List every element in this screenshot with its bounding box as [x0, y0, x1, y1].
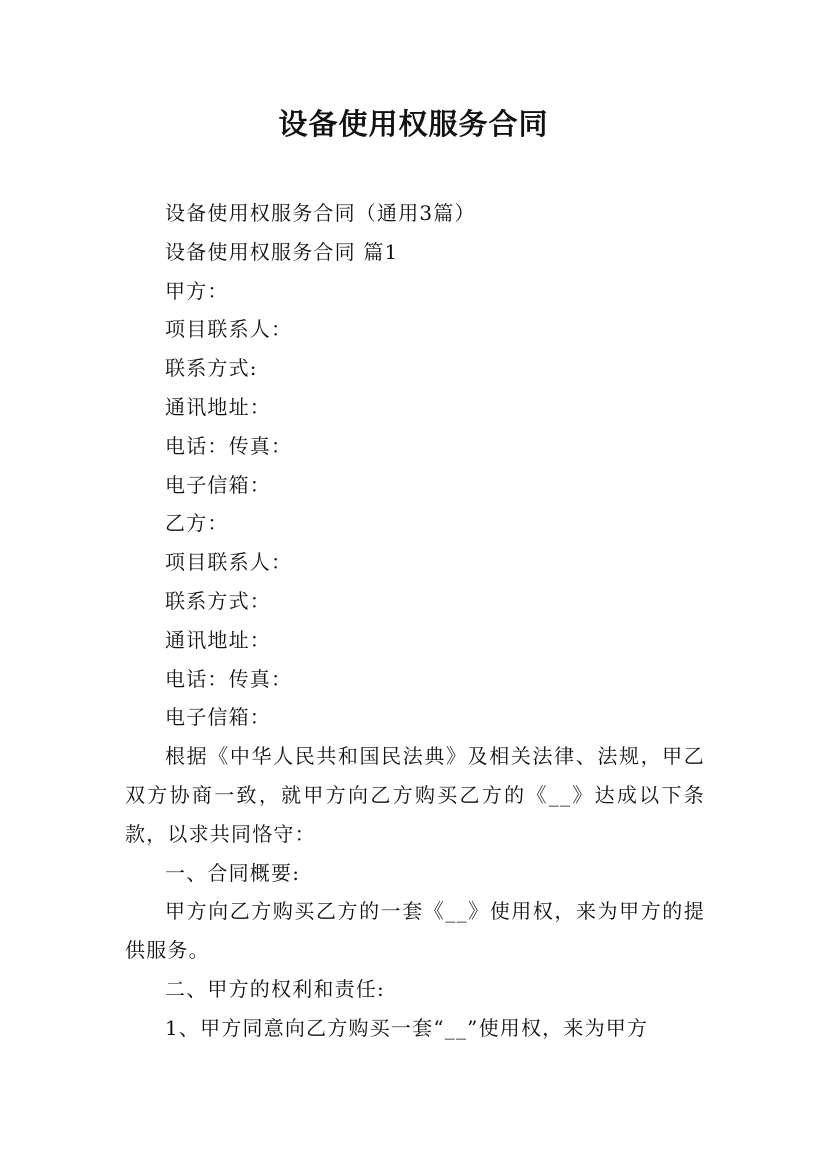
- paragraph: 甲方向乙方购买乙方的一套《__》使用权，来为甲方的提供服务。: [125, 899, 705, 963]
- paragraph: 项目联系人：: [165, 550, 293, 575]
- paragraph: 电话：传真：: [165, 433, 293, 458]
- paragraph: 通讯地址：: [165, 394, 271, 419]
- paragraph: 项目联系人：: [165, 317, 293, 342]
- paragraph: 1、甲方同意向乙方购买一套“__”使用权，来为甲方: [165, 1015, 649, 1040]
- paragraph: 二、甲方的权利和责任:: [165, 976, 385, 1001]
- paragraph: 根据《中华人民共和国民法典》及相关法律、法规，甲乙双方协商一致，就甲方向乙方购买乙方的《__》达成以下条款，以求共同恪守：: [125, 744, 705, 846]
- paragraph: 联系方式:: [165, 356, 258, 381]
- paragraph: 一、合同概要:: [165, 860, 301, 885]
- document-body: [125, 194, 705, 1048]
- paragraph: 甲方：: [165, 278, 229, 303]
- paragraph: 设备使用权服务合同 篇1: [165, 239, 399, 264]
- paragraph: 通讯地址：: [165, 627, 271, 652]
- paragraph: 设备使用权服务合同（通用3篇）: [165, 201, 476, 225]
- paragraph: 乙方：: [165, 511, 229, 536]
- paragraph: 电话：传真：: [165, 666, 293, 691]
- paragraph: 联系方式：: [165, 588, 271, 613]
- document-title: 设备使用权服务合同: [278, 107, 549, 141]
- paragraph: 电子信箱：: [165, 472, 271, 497]
- paragraph: 电子信箱：: [165, 705, 271, 730]
